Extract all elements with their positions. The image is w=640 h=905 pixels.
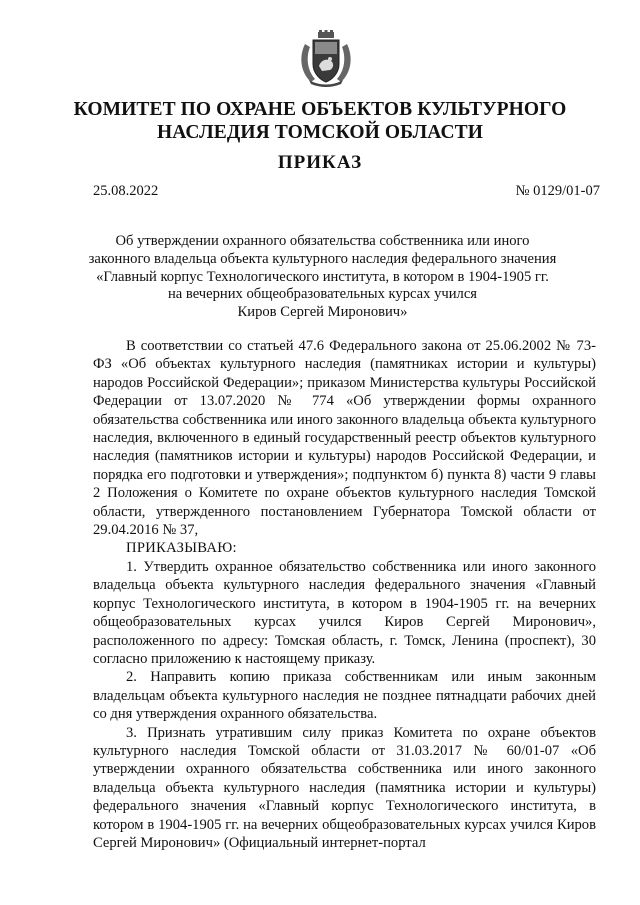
order-word: ПРИКАЗЫВАЮ: (126, 540, 237, 557)
order-item-2: 2. Направить копию приказа собственникам или иным законным владельцам объекта культурного наследия не позднее пятнадцати рабочих дней со дня утверждения охранного обязательства. (93, 669, 596, 723)
organization-name-line2: НАСЛЕДИЯ ТОМСКОЙ ОБЛАСТИ (156, 122, 484, 143)
organization-name-line1: КОМИТЕТ ПО ОХРАНЕ ОБЪЕКТОВ КУЛЬТУРНОГО (73, 99, 567, 120)
document-type: ПРИКАЗ (277, 152, 363, 173)
document-body (93, 337, 596, 852)
document-number: № 0129/01-07 (515, 183, 600, 199)
document-subject (80, 233, 565, 322)
organization-name (60, 98, 580, 144)
order-item-1: 1. Утвердить охранное обязательство собственника или иного законного владельца объекта культурного наследия федерального значения «Главный корпус Технологического института, в котором в 1904-1905 гг. на вечерних общеобразовательных курсах учился Киров Сергей Миронович», расположенного по адресу: Томская область, г. Томск, Ленина (проспект), 30 согласно приложению к настоящему приказу. (93, 558, 596, 667)
preamble-paragraph: В соответствии со статьей 47.6 Федерального закона от 25.06.2002 № 73-ФЗ «Об объектах культурного наследия (памятниках истории и культуры) народов Российской Федерации»; приказом Министерства культуры Российской Федерации от 13.07.2020 № 774 «Об утверждении формы охранного обязательства собственника или иного законного владельца объекта культурного наследия, включенного в единый государственный реестр объектов культурного наследия (памятников истории и культуры) народов Российской Федерации, и порядка его подготовки и утверждения»; подпунктом б) пункта 8) части 9 главы 2 Положения о Комитете по охране объектов культурного наследия Томской области, утвержденного постановлением Губернатора Томской области от 29.04.2016 № 37, (93, 338, 596, 539)
subject-line: Об утверждении охранного обязательства собственника или иного (115, 233, 530, 249)
document-date: 25.08.2022 (93, 183, 159, 199)
subject-line: Киров Сергей Миронович» (237, 304, 408, 321)
subject-line: «Главный корпус Технологического института, в котором в 1904-1905 гг. (96, 268, 549, 285)
order-item-3: 3. Признать утратившим силу приказ Комитета по охране объектов культурного наследия Томской области от 31.03.2017 № 60/01-07 «Об утверждении охранного обязательства собственника или иного законного владельца объекта культурного наследия (памятника истории и культуры) федерального значения «Главный корпус Технологического института, в котором в 1904-1905 гг. на вечерних общеобразовательных курсах учился Киров Сергей Миронович» (Официальный интернет-портал (93, 724, 596, 851)
coat-of-arms-icon (297, 30, 355, 88)
subject-line: законного владельца объекта культурного наследия федерального значения (88, 250, 557, 267)
subject-line: на вечерних общеобразовательных курсах учился (167, 286, 478, 303)
